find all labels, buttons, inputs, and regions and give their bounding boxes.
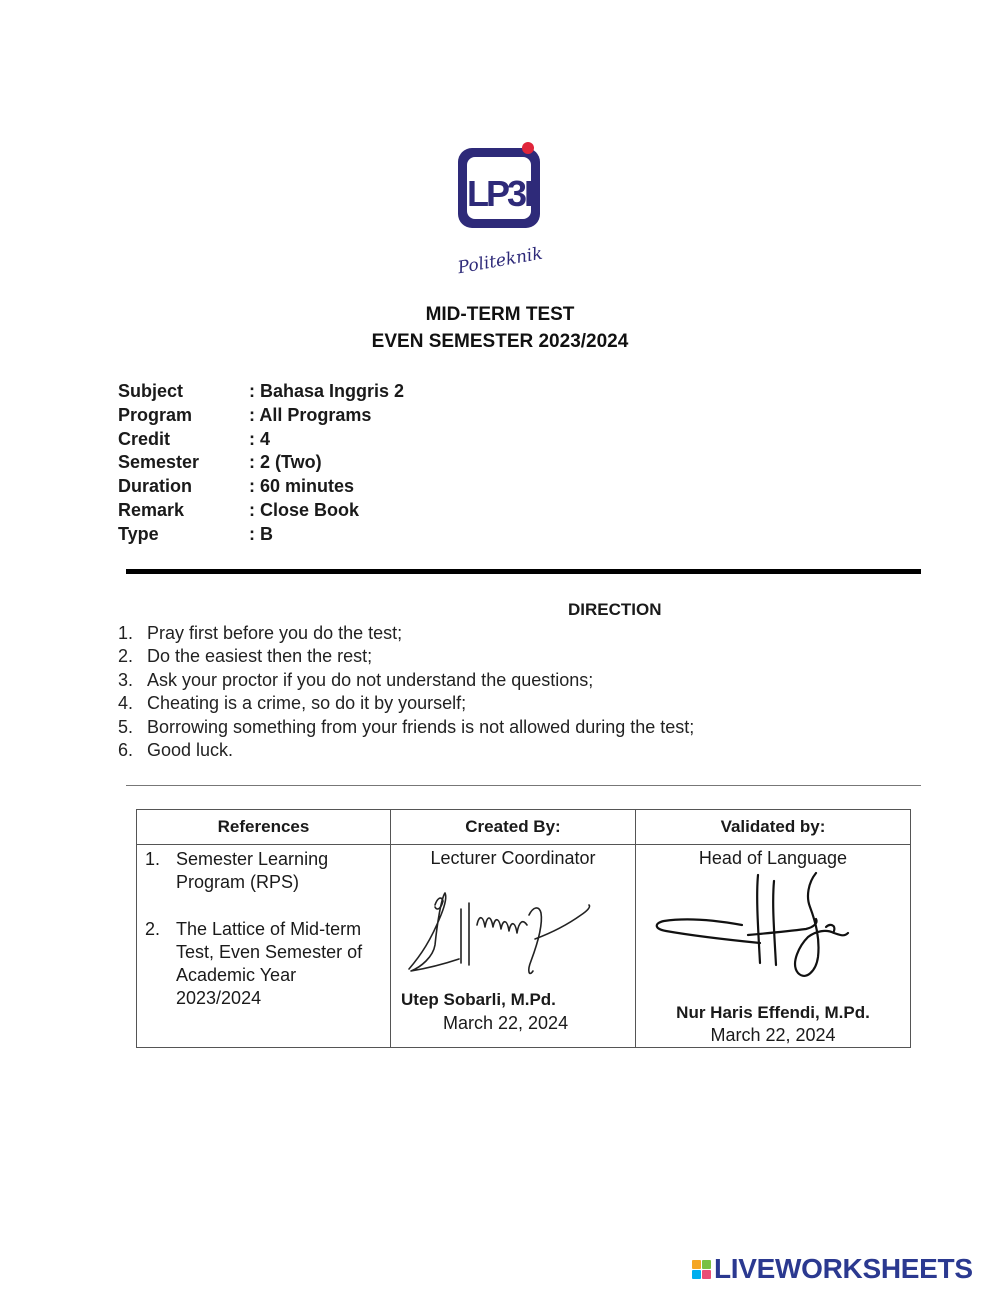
- direction-item: [118, 716, 694, 739]
- direction-text: Do the easiest then the rest;: [147, 646, 373, 667]
- info-row-semester: [118, 451, 404, 475]
- direction-number: 3.: [118, 669, 134, 690]
- direction-text: Pray first before you do the test;: [147, 623, 403, 643]
- info-label: Subject: [118, 381, 184, 401]
- direction-text: Borrowing something from your friends is not allowed during the test;: [147, 716, 695, 737]
- creator-name: Utep Sobarli, M.Pd.: [401, 990, 556, 1009]
- direction-item: [118, 622, 694, 645]
- info-row-type: [118, 523, 404, 547]
- direction-item: [118, 645, 694, 668]
- references-list: [145, 848, 385, 1011]
- info-label: Remark: [118, 499, 185, 520]
- creator-role: Lecturer Coordinator: [430, 848, 596, 868]
- direction-text: Cheating is a crime, so do it by yourself;: [147, 693, 467, 714]
- test-info: [118, 380, 404, 547]
- direction-text: Good luck.: [147, 739, 234, 760]
- reference-number: 2.: [145, 918, 161, 939]
- created-by-cell: [391, 845, 636, 1048]
- brand-name: LIVEWORKSHEETS: [714, 1253, 973, 1284]
- reference-number: 1.: [145, 849, 161, 869]
- info-value: : All Programs: [249, 404, 372, 425]
- info-label: Semester: [118, 452, 200, 473]
- validator-role: Head of Language: [698, 848, 848, 868]
- reference-item: [145, 848, 385, 895]
- validated-by-cell: [636, 845, 911, 1048]
- info-label: Duration: [118, 476, 192, 497]
- info-value: : Close Book: [249, 499, 360, 520]
- direction-number: 6.: [118, 739, 134, 760]
- semester-title: EVEN SEMESTER 2023/2024: [371, 331, 629, 352]
- divider-thick: [126, 569, 921, 574]
- info-label: Type: [118, 523, 159, 544]
- approval-table: [136, 809, 911, 1048]
- direction-heading: DIRECTION: [568, 600, 662, 619]
- header-validated-by: Validated by:: [636, 810, 911, 845]
- info-row-remark: [118, 499, 404, 523]
- reference-text: The Lattice of Mid-term Test, Even Semester of Academic Year 2023/2024: [176, 918, 363, 1009]
- reference-item: [145, 918, 385, 1011]
- direction-item: [118, 739, 694, 762]
- info-value: : 4: [249, 428, 271, 449]
- liveworksheets-brand: [692, 1253, 973, 1285]
- direction-text: Ask your proctor if you do not understand the questions;: [147, 669, 594, 690]
- direction-number: 1.: [118, 623, 134, 643]
- direction-item: [118, 692, 694, 715]
- header-created-by: Created By:: [391, 810, 636, 845]
- info-row-program: [118, 404, 404, 428]
- lp3i-logo: [440, 138, 560, 278]
- validator-date: March 22, 2024: [710, 1025, 836, 1045]
- validator-signature: [650, 867, 890, 1007]
- info-value: : Bahasa Inggris 2: [249, 381, 405, 401]
- direction-item: [118, 669, 694, 692]
- reference-text: Semester Learning Program (RPS): [176, 849, 329, 893]
- info-row-subject: [118, 380, 404, 404]
- references-cell: [137, 845, 391, 1048]
- creator-date: March 22, 2024: [443, 1013, 569, 1033]
- liveworksheets-icon: [692, 1260, 711, 1279]
- info-label: Credit: [118, 428, 171, 449]
- info-row-credit: [118, 428, 404, 452]
- svg-text:Politeknik: Politeknik: [456, 243, 545, 278]
- info-value: : 2 (Two): [249, 452, 322, 473]
- creator-signature: [401, 885, 601, 995]
- direction-number: 2.: [118, 646, 134, 667]
- svg-text:LP3I: LP3I: [466, 173, 532, 214]
- direction-list: [118, 622, 694, 762]
- info-value: : 60 minutes: [249, 476, 355, 497]
- header-references: References: [137, 810, 391, 845]
- validator-name: Nur Haris Effendi, M.Pd.: [676, 1003, 870, 1022]
- direction-number: 4.: [118, 693, 134, 714]
- info-row-duration: [118, 475, 404, 499]
- divider-thin: [126, 785, 921, 786]
- direction-number: 5.: [118, 716, 134, 737]
- info-value: : B: [249, 523, 273, 544]
- test-title: MID-TERM TEST: [425, 304, 575, 325]
- info-label: Program: [118, 404, 193, 425]
